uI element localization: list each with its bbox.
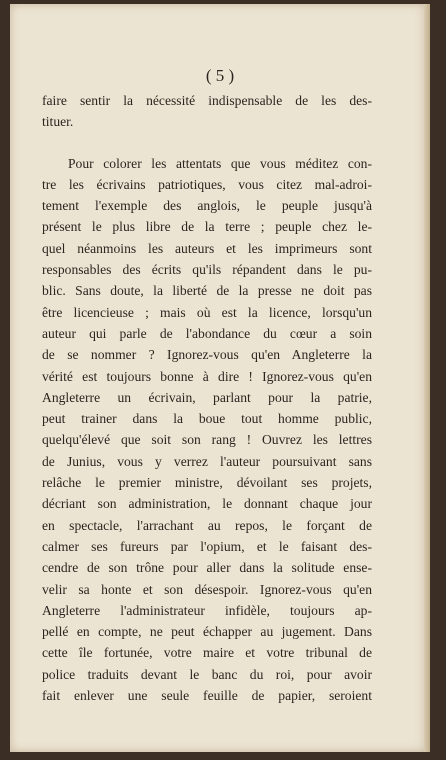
text-line: fait enlever une seule feuille de papier, seroient [42, 688, 372, 704]
text-line: peut trainer dans la boue tout homme public, [42, 411, 372, 427]
paragraph-2 [42, 153, 372, 707]
text-line: vérité est toujours bonne à dire ! Ignorez-vous qu'en [42, 368, 372, 384]
text-line: quel néanmoins les auteurs et les imprimeurs sont [42, 240, 372, 256]
paragraph-1 [42, 90, 372, 133]
text-line: de se nommer ? Ignorez-vous qu'en Angleterre la [42, 347, 372, 363]
text-line: velir sa honte et son désespoir. Ignorez-vous qu'en [42, 581, 372, 597]
text-line: tituer. [42, 114, 74, 130]
text-line: relâche le premier ministre, dévoilant ses projets, [42, 475, 372, 491]
text-line: blic. Sans doute, la liberté de la presse ne doit pas [42, 283, 372, 299]
text-line: de Junius, vous y verrez l'auteur poursuivant sans [42, 453, 372, 469]
text-line: auteur qui parle de l'abondance du cœur a soin [42, 325, 372, 341]
text-line: faire sentir la nécessité indispensable de les des- [42, 93, 372, 108]
text-line: responsables des écrits qu'ils répandent dans le pu- [42, 262, 372, 278]
book-page [10, 4, 430, 752]
text-line: décriant son administration, le donnant chaque jour [42, 496, 372, 512]
text-line: en spectacle, l'arrachant au repos, le forçant de [42, 517, 372, 533]
body-text [42, 90, 372, 706]
text-line: pellé en compte, ne peut échapper au jugement. Dans [42, 624, 372, 640]
text-line: tre les écrivains patriotiques, vous citez mal-adroi- [42, 176, 372, 192]
text-line: cette île fortunée, votre maire et votre tribunal de [42, 645, 372, 661]
text-line: Pour colorer les attentats que vous méditez con- [68, 155, 372, 171]
text-line: Angleterre l'administrateur infidèle, toujours ap- [42, 602, 372, 618]
text-line: quelqu'élevé que soit son rang ! Ouvrez les lettres [42, 432, 372, 448]
text-line: calmer ses fureurs par l'opium, et le faisant des- [42, 538, 372, 554]
text-line: être licencieuse ; mais où est la licence, lorsqu'un [42, 304, 372, 320]
text-line: police traduits devant le banc du roi, pour avoir [42, 666, 372, 682]
text-line: cendre de son trône pour aller dans la solitude ense- [42, 560, 372, 576]
page-number: ( 5 ) [205, 66, 235, 85]
text-line: tement l'exemple des anglois, le peuple jusqu'à [42, 198, 372, 214]
text-line: présent le plus libre de la terre ; peuple chez le- [42, 219, 372, 235]
text-line: Angleterre un écrivain, parlant pour la patrie, [42, 389, 372, 405]
page-edge [424, 4, 430, 752]
